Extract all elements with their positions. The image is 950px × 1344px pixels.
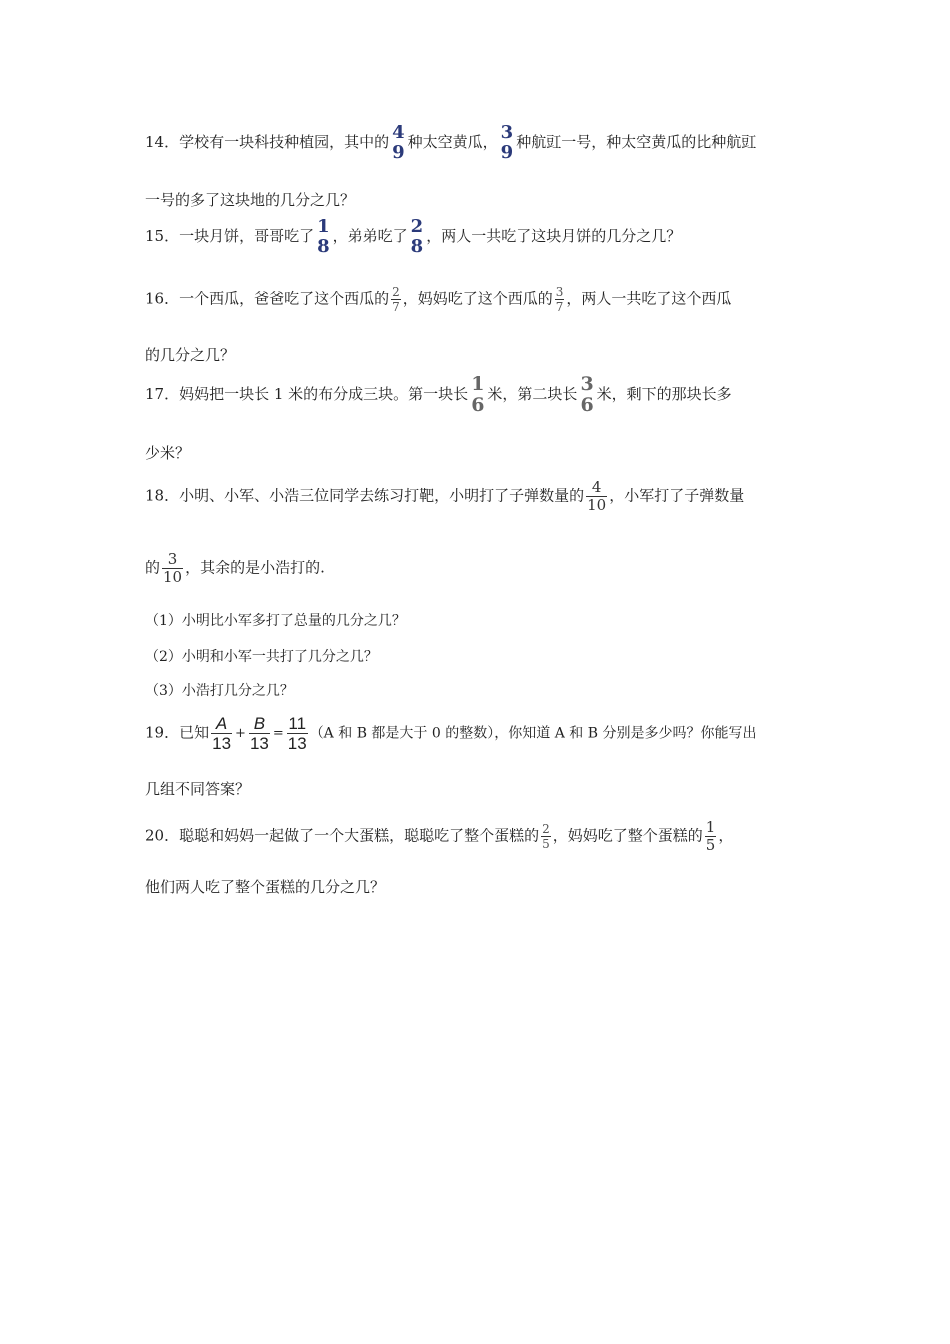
question-text: 米，剩下的那块长多 [596, 385, 732, 403]
question-16-line-2: 的几分之几？ [145, 346, 236, 364]
fraction: $\frac{2}{5}$ [542, 822, 550, 851]
question-text: ，两人一共吃了这个西瓜 [566, 289, 732, 308]
fraction: $\frac{11}{13}$ [287, 714, 307, 753]
question-number: 17． [145, 385, 180, 403]
question-18-line-2 [145, 552, 325, 585]
question-text: 小明、小军、小浩三位同学去练习打靶，小明打了子弹数量的 [179, 486, 585, 505]
question-text: 种太空黄瓜， [407, 133, 498, 151]
question-text: ，妈妈吃了整个蛋糕的 [552, 826, 703, 845]
question-15-line-1 [145, 218, 681, 256]
fraction: $\frac{A}{13}$ [212, 714, 232, 753]
question-text: ，小军打了子弹数量 [609, 486, 745, 505]
question-number: 16． [145, 289, 180, 308]
question-19-line-1 [145, 715, 756, 752]
question-text: 一个西瓜，爸爸吃了这个西瓜的 [179, 289, 390, 308]
question-text: 米，第二块长 [487, 385, 578, 403]
sub-question-2: （2）小明和小军一共打了几分之几？ [145, 649, 378, 665]
question-17-line-1 [145, 375, 732, 415]
plus-sign: + [235, 725, 246, 741]
question-20-line-1 [145, 820, 733, 853]
question-text: ，弟弟吃了 [332, 227, 408, 245]
question-number: 19． [145, 723, 180, 742]
sub-question-3: （3）小浩打几分之几？ [145, 683, 294, 699]
equals-sign: = [272, 725, 284, 741]
question-14-line-1 [145, 124, 756, 162]
question-text: （A 和 B 都是大于 0 的整数），你知道 A 和 B 分别是多少吗？你能写出 [309, 725, 757, 742]
sub-question-1: （1）小明比小军多打了总量的几分之几？ [145, 613, 406, 629]
fraction: $\frac{3}{10}$ [163, 550, 183, 586]
question-number: 18． [145, 486, 180, 505]
question-20-line-2: 他们两人吃了整个蛋糕的几分之几？ [145, 878, 386, 896]
fraction: 3 6 [580, 373, 594, 416]
question-text: 学校有一块科技种植园，其中的 [179, 133, 390, 151]
fraction: $\frac{4}{10}$ [587, 478, 607, 514]
question-text: ，两人一共吃了这块月饼的几分之几？ [426, 227, 682, 245]
question-18-line-1 [145, 480, 744, 513]
question-number: 20． [145, 826, 180, 845]
question-text: ，妈妈吃了这个西瓜的 [402, 289, 553, 308]
question-number: 14． [145, 133, 180, 151]
fraction: 4 9 [392, 122, 405, 163]
question-text: 聪聪和妈妈一起做了一个大蛋糕，聪聪吃了整个蛋糕的 [179, 826, 540, 845]
fraction: $\frac{B}{13}$ [249, 714, 269, 753]
question-19-line-2: 几组不同答案？ [145, 780, 251, 798]
question-text: ， [718, 826, 734, 845]
question-text: 种航豇一号，种太空黄瓜的比种航豇 [516, 133, 757, 151]
fraction: 1 8 [317, 216, 330, 257]
question-text: 一块月饼，哥哥吃了 [179, 227, 315, 245]
question-16-line-1 [145, 286, 731, 313]
fraction: $\frac{2}{7}$ [392, 285, 400, 314]
question-text: 已知 [179, 723, 210, 742]
fraction: 2 8 [410, 216, 424, 257]
fraction: $\frac{3}{7}$ [555, 285, 564, 314]
fraction: 1 6 [471, 373, 485, 416]
question-17-line-2: 少米？ [145, 444, 191, 462]
question-text: 妈妈把一块长 1 米的布分成三块。第一块长 [179, 385, 469, 403]
question-number: 15． [145, 227, 180, 245]
question-text: ，其余的是小浩打的. [185, 558, 325, 577]
question-text: 的 [145, 558, 161, 577]
fraction: 3 9 [500, 122, 514, 163]
fraction: $\frac{1}{5}$ [705, 818, 716, 854]
question-14-line-2: 一号的多了这块地的几分之几？ [145, 191, 356, 209]
